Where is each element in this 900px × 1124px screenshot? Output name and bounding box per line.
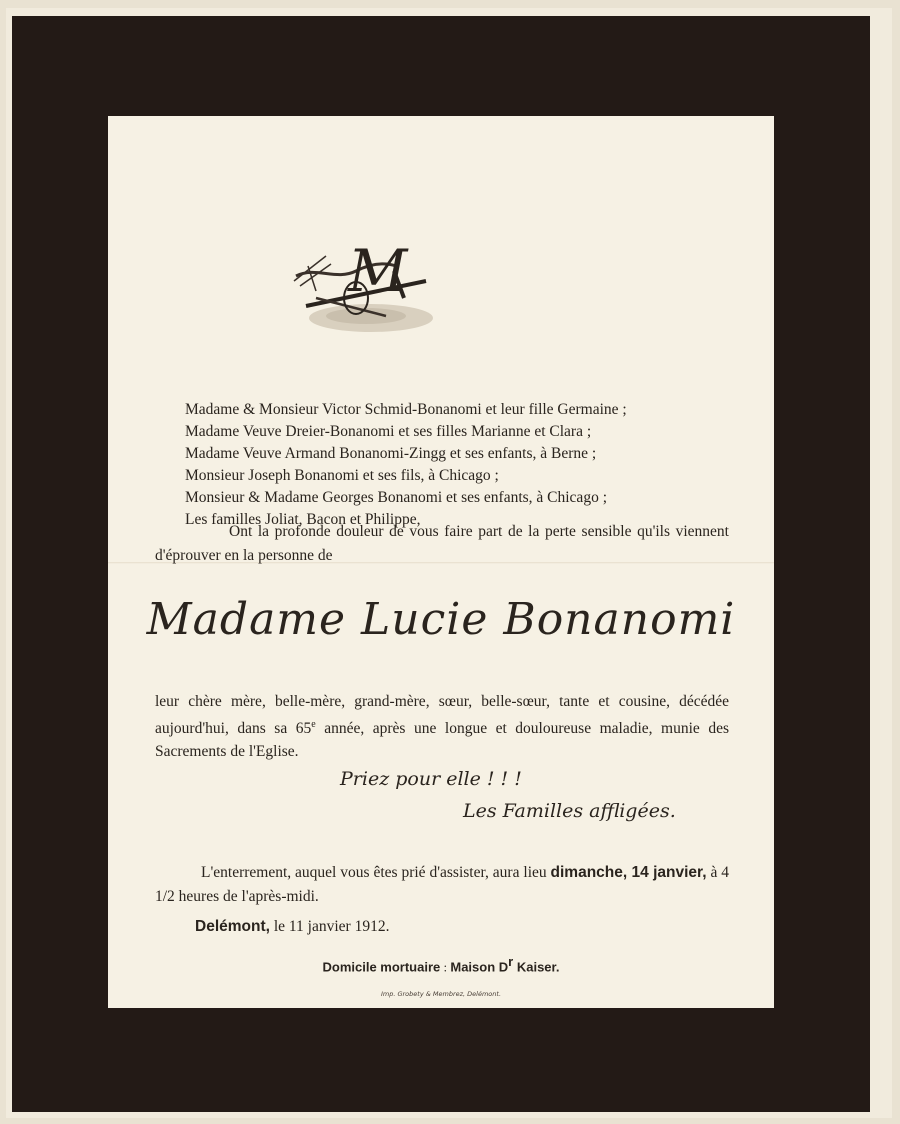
domicile-name: Kaiser. (513, 959, 560, 975)
funeral-date: dimanche, 14 janvier, (550, 864, 707, 881)
family-list (185, 399, 745, 531)
family-line: Madame & Monsieur Victor Schmid-Bonanomi et leur fille Germaine ; (185, 401, 627, 418)
funeral-text (155, 861, 729, 909)
place-and-date (195, 918, 389, 936)
funeral-part: à 4 1/2 heures de l'après-midi. (155, 864, 729, 905)
family-line: Monsieur Joseph Bonanomi et ses fils, à Chicago ; (185, 467, 499, 484)
domicile-line (108, 954, 774, 975)
mourning-border-bottom (12, 1008, 870, 1112)
deceased-name: Madame Lucie Bonanomi (146, 594, 736, 645)
prayer-text: Priez pour elle ! ! ! (340, 768, 522, 790)
family-line: Madame Veuve Armand Bonanomi-Zingg et ses enfants, à Berne ; (185, 445, 597, 462)
mourning-emblem-icon (286, 236, 436, 336)
mourning-border-top (12, 16, 870, 120)
notice-page (108, 116, 774, 1008)
description-part: année, après une longue et douloureuse maladie, munie des Sacrements de l'Eglise. (155, 720, 729, 761)
funeral-part: L'enterrement, auquel vous êtes prié d'assister, aura lieu (201, 864, 551, 881)
family-line: Monsieur & Madame Georges Bonanomi et ses enfants, à Chicago ; (185, 489, 607, 506)
description-text (155, 690, 729, 763)
domicile-label: Domicile mortuaire (322, 959, 441, 975)
printer-credit: Imp. Grobety & Membrez, Delémont. (380, 990, 502, 998)
intro-text: Ont la profonde douleur de vous faire part de la perte sensible qu'ils viennent d'éprouver en la personne de (155, 523, 729, 564)
mourning-border-right (774, 16, 870, 1112)
family-line: Madame Veuve Dreier-Bonanomi et ses filles Marianne et Clara ; (185, 423, 592, 440)
ordinal-suffix: e (311, 719, 316, 730)
family-line: Les familles Joliat, Bacon et Philippe, (185, 511, 421, 528)
place-date: le 11 janvier 1912. (269, 918, 390, 935)
monogram: M (348, 237, 408, 305)
description-part: leur chère mère, belle-mère, grand-mère, sœur, belle-sœur, tante et cousine, décédée aujourd'hui, dans sa 65 (155, 693, 729, 738)
domicile-separator: : (440, 959, 451, 975)
domicile-value: Maison D (450, 959, 509, 975)
domicile-superscript: r (508, 954, 514, 969)
mourning-border-left (12, 16, 108, 1112)
signature-text: Les Familles affligées. (463, 800, 676, 822)
place-city: Delémont, (195, 918, 270, 935)
